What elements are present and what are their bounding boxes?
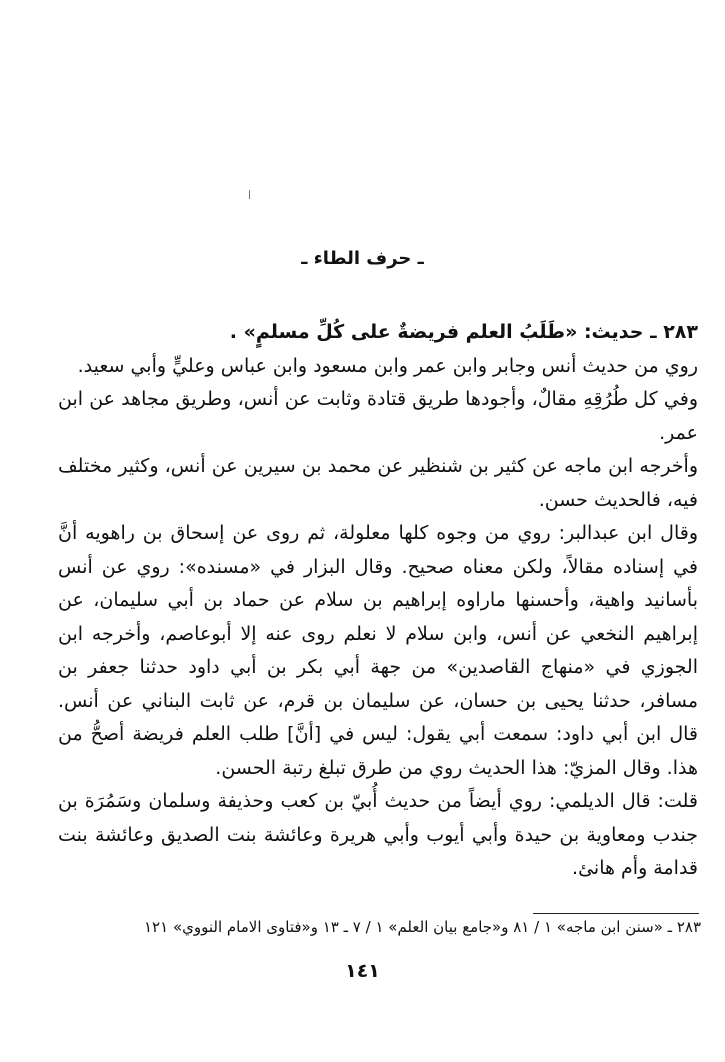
entry-heading: ٢٨٣ ـ حديث: «طَلَبُ العلم فريضةٌ على كُلِّ مسلمٍ» . xyxy=(229,321,698,343)
entry-paragraph: قلت: قال الديلمي: روي أيضاً من حديث أُبيّ بن كعب وحذيفة وسلمان وسَمُرَة بن جندب ومعاوية بن حيدة وأبي أيوب وأبي هريرة وعائشة بنت الصديق وعائشة بنت قدامة وأم هانئ. xyxy=(58,790,698,879)
section-title: ـ حرف الطاء ـ xyxy=(301,248,424,269)
footnote: ٢٨٣ ـ «سنن ابن ماجه» ١ / ٨١ و«جامع بيان العلم» ١ / ٧ ـ ١٣ و«فتاوى الامام النووي» ١٢١ xyxy=(144,918,701,936)
print-mark xyxy=(249,190,250,199)
entry-paragraph: وأخرجه ابن ماجه عن كثير بن شنظير عن محمد بن سيرين عن أنس، وكثير مختلف فيه، فالحديث حسن. xyxy=(58,455,698,511)
entry-paragraph: روي من حديث أنس وجابر وابن عمر وابن مسعود وابن عباس وعليٍّ وأبي سعيد. xyxy=(77,354,698,377)
entry-body xyxy=(58,316,698,886)
page-number: ١٤١ xyxy=(345,960,380,982)
entry-paragraph: وفي كل طُرُقِهِ مقالٌ، وأجودها طريق قتادة وثابت عن أنس، وطريق مجاهد عن ابن عمر. xyxy=(58,388,698,444)
entry-paragraph: وقال ابن عبدالبر: روي من وجوه كلها معلولة، ثم روى عن إسحاق بن راهويه أنَّ في إسناده مقالاً، ولكن معناه صحيح. وقال البزار في «مسنده»: روي عن أنس بأسانيد واهية، وأحسنها ماراوه إبراهيم بن سلام عن حماد بن أبي سليمان، عن إبراهيم النخعي عن أنس، وابن سلام لا نعلم روى عنه إلا أبوعاصم، وأخرجه ابن الجوزي في «منهاج القاصدين» من جهة أبي بكر بن أبي داود حدثنا جعفر بن مسافر، حدثنا يحيى بن حسان، عن سليمان بن قرم، عن ثابت البناني عن أنس. قال ابن أبي داود: سمعت أبي يقول: ليس في [أنَّ] طلب العلم فريضة أصحُّ من هذا. وقال المزيّ: هذا الحديث روي من طرق تبلغ رتبة الحسن. xyxy=(58,522,698,779)
